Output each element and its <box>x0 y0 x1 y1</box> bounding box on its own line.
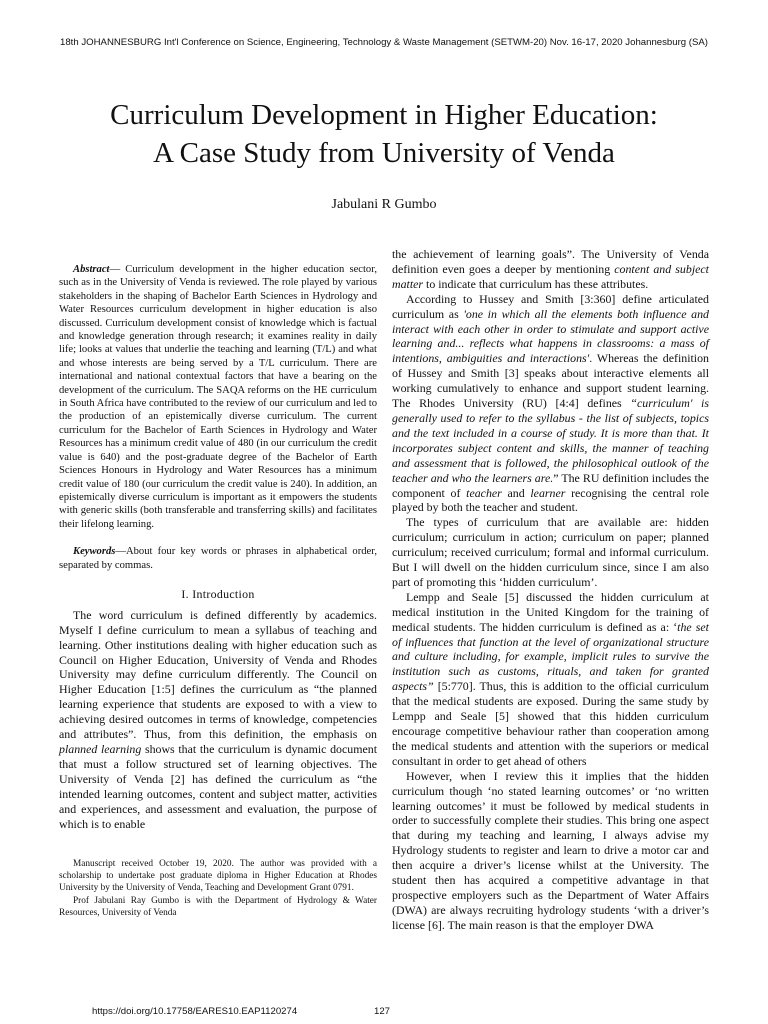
title-line-2: A Case Study from University of Venda <box>153 137 615 169</box>
abstract-text: Curriculum development in the higher education sector, such as in the University of Venda is reviewed. The role played by various stakeholders in the shaping of Bachelor Earth Sciences in Hydrology and Water Resources curriculum development in higher education is also discussed. Curriculum development consist of knowledge which is factual and knowledge generation through research; it examines reality in daily life; looks at values that underlie the teaching and learning (T/L) and what and whose interests are being served by a T/L curriculum. There are international and national contextual factors that have a bearing on the development of the curriculum. The SAQA reforms on the HE curriculum in South Africa have contributed to the review of our curriculum and led to the production of an epistemically diverse curriculum. The current curriculum for the Bachelor of Earth Sciences in Hydrology and Water Resources has a minimum credit value of 480 (in our curriculum the credit value is 640) and the post-graduate degree of the Bachelor of Earth Sciences Honours in Hydrology and Water Resources has a minimum credit value of 180 (our curriculum the credit value is 240). In addition, an epistemically diverse curriculum is important as it empowers the students with generic skills (both transferable and transferring skills) and facilitates their lifelong learning. <box>59 264 378 530</box>
paragraph-hussey-smith: According to Hussey and Smith [3:360] define articulated curriculum as 'one in which all the elements both influence and interact with each other in order to stimulate and support active learning and... reflects what happens in classrooms: a mass of intentions, ambiguities and interactions'. Whereas the definition of Hussey and Smith [3] speaks about interactive elements all working cumulatively to enhance and support student learning. The Rhodes University (RU) [4:4] defines “curriculum' is generally used to refer to the syllabus - the list of subjects, topics and the text included in a course of study. It is more than that. It incorporates subject content and skills, the manner of teaching and assessment that is followed, the philosophical outlook of the teacher and who the learners are.” The RU definition includes the component of teacher and learner recognising the central role played by both the teacher and student. <box>392 291 709 515</box>
footnote <box>59 858 377 919</box>
footnote-manuscript: Manuscript received October 19, 2020. The author was provided with a scholarship to undertake post graduate diploma in Higher Education at Rhodes University by the University of Venda, Teaching and Development Grant 0791. <box>59 859 377 894</box>
page-number: 127 <box>374 1006 391 1017</box>
left-column <box>59 263 377 831</box>
author-name: Jabulani R Gumbo <box>331 197 437 212</box>
abstract: Abstract— Curriculum development in the higher education sector, such as in the University of Venda is reviewed. The role played by various stakeholders in the shaping of Bachelor Earth Sciences in Hydrology and Water Resources curriculum development in higher education is also discussed. Curriculum development consist of knowledge which is factual and knowledge generation through research; it examines reality in daily life; looks at values that underlie the teaching and learning (T/L) and what and whose interests are being served by a T/L curriculum. There are international and national contextual factors that have a bearing on the development of the curriculum. The SAQA reforms on the HE curriculum in South Africa have contributed to the review of our curriculum and led to the production of an epistemically diverse curriculum. The current curriculum for the Bachelor of Earth Sciences in Hydrology and Water Resources has a minimum credit value of 480 (in our curriculum the credit value is 640) and the post-graduate degree of the Bachelor of Earth Sciences Honours in Hydrology and Water Resources has a minimum credit value of 180 (our curriculum the credit value is 240). In addition, an epistemically diverse curriculum is important as it empowers the students with generic skills (both transferable and transferring skills) and facilitates their lifelong learning. <box>59 264 378 530</box>
paragraph-continued: the achievement of learning goals”. The University of Venda definition even goes a deeper by mentioning content and subject matter to indicate that curriculum has these attributes. <box>392 247 709 291</box>
footnote-affiliation: Prof Jabulani Ray Gumbo is with the Department of Hydrology & Water Resources, University of Venda <box>59 895 377 918</box>
paragraph-curriculum-types: The types of curriculum that are available are: hidden curriculum; curriculum in action; curriculum on paper; planned curriculum; received curriculum; formal and informal curriculum. But I will dwell on the hidden curriculum since, since I am also part of promoting this ‘hidden curriculum’. <box>392 515 709 589</box>
section-heading-introduction: I. Introduction <box>181 586 255 601</box>
paragraph-hidden-curriculum: However, when I review this it implies that the hidden curriculum though ‘no stated learning outcomes’ or ‘no written learning outcomes’ it must be followed by medical students in order to successfully complete their studies. This bring one aspect that during my teaching and learning, I always advise my Hydrology students to register and learn to drive a motor car and then acquire a driver’s license whilst at the University. The student then has acquired a competitive advantage in that prospective employers such as the Department of Water Affairs (DWA) are always recruiting hydrology students ‘with a driver’s license [6]. The main reason is that the employer DWA <box>392 768 709 932</box>
keywords-text: About four key words or phrases in alphabetical order, separated by commas. <box>59 546 377 571</box>
conference-header: 18th JOHANNESBURG Int'l Conference on Science, Engineering, Technology & Waste Management (SETWM-20) Nov. 16-17, 2020 Johannesburg (SA) <box>60 37 708 48</box>
right-column <box>392 247 709 933</box>
abstract-label: Abstract <box>73 264 110 275</box>
keywords-label: Keywords <box>73 546 116 558</box>
title-line-1: Curriculum Development in Higher Education: <box>110 99 658 131</box>
intro-paragraph: The word curriculum is defined differently by academics. Myself I define curriculum to mean a syllabus of teaching and learning. Other institutions dealing with higher education such as Council on Higher Education, University of Venda and Rhodes University may define curriculum differently. The Council on Higher Education [1:5] defines the curriculum as “the planned learning experience that students are exposed to with a view to achieving desired outcomes in terms of knowledge, competencies and attributes”. Thus, from this definition, the emphasis on planned learning shows that the curriculum is dynamic document that must a follow structured set of learning objectives. The University of Venda [2] has defined the curriculum as “the intended learning outcomes, content and subject matter, activities and experiences, and assessment and evaluation, the purpose of which is to enable <box>59 607 378 831</box>
keywords: Keywords—About four key words or phrases in alphabetical order, separated by commas. <box>59 546 377 571</box>
doi-link[interactable]: https://doi.org/10.17758/EARES10.EAP1120274 <box>92 1006 298 1017</box>
paper-title <box>0 96 768 172</box>
paragraph-lempp-seale: Lempp and Seale [5] discussed the hidden curriculum at medical institution in the United Kingdom for the training of medical students. The hidden curriculum is defined as a: ‘the set of influences that function at the level of organizational structure and culture including, for example, implicit rules to survive the institution such as customs, rituals, and taken for granted aspects” [5:770]. Thus, this is addition to the official curriculum that the medical students are exposed. During the same study by Lempp and Seale [5] showed that this hidden curriculum encourage competitive behaviour rather than cooperation among the medical students and attention with the superiors or medical consultant in order to get ahead of others <box>392 589 709 768</box>
